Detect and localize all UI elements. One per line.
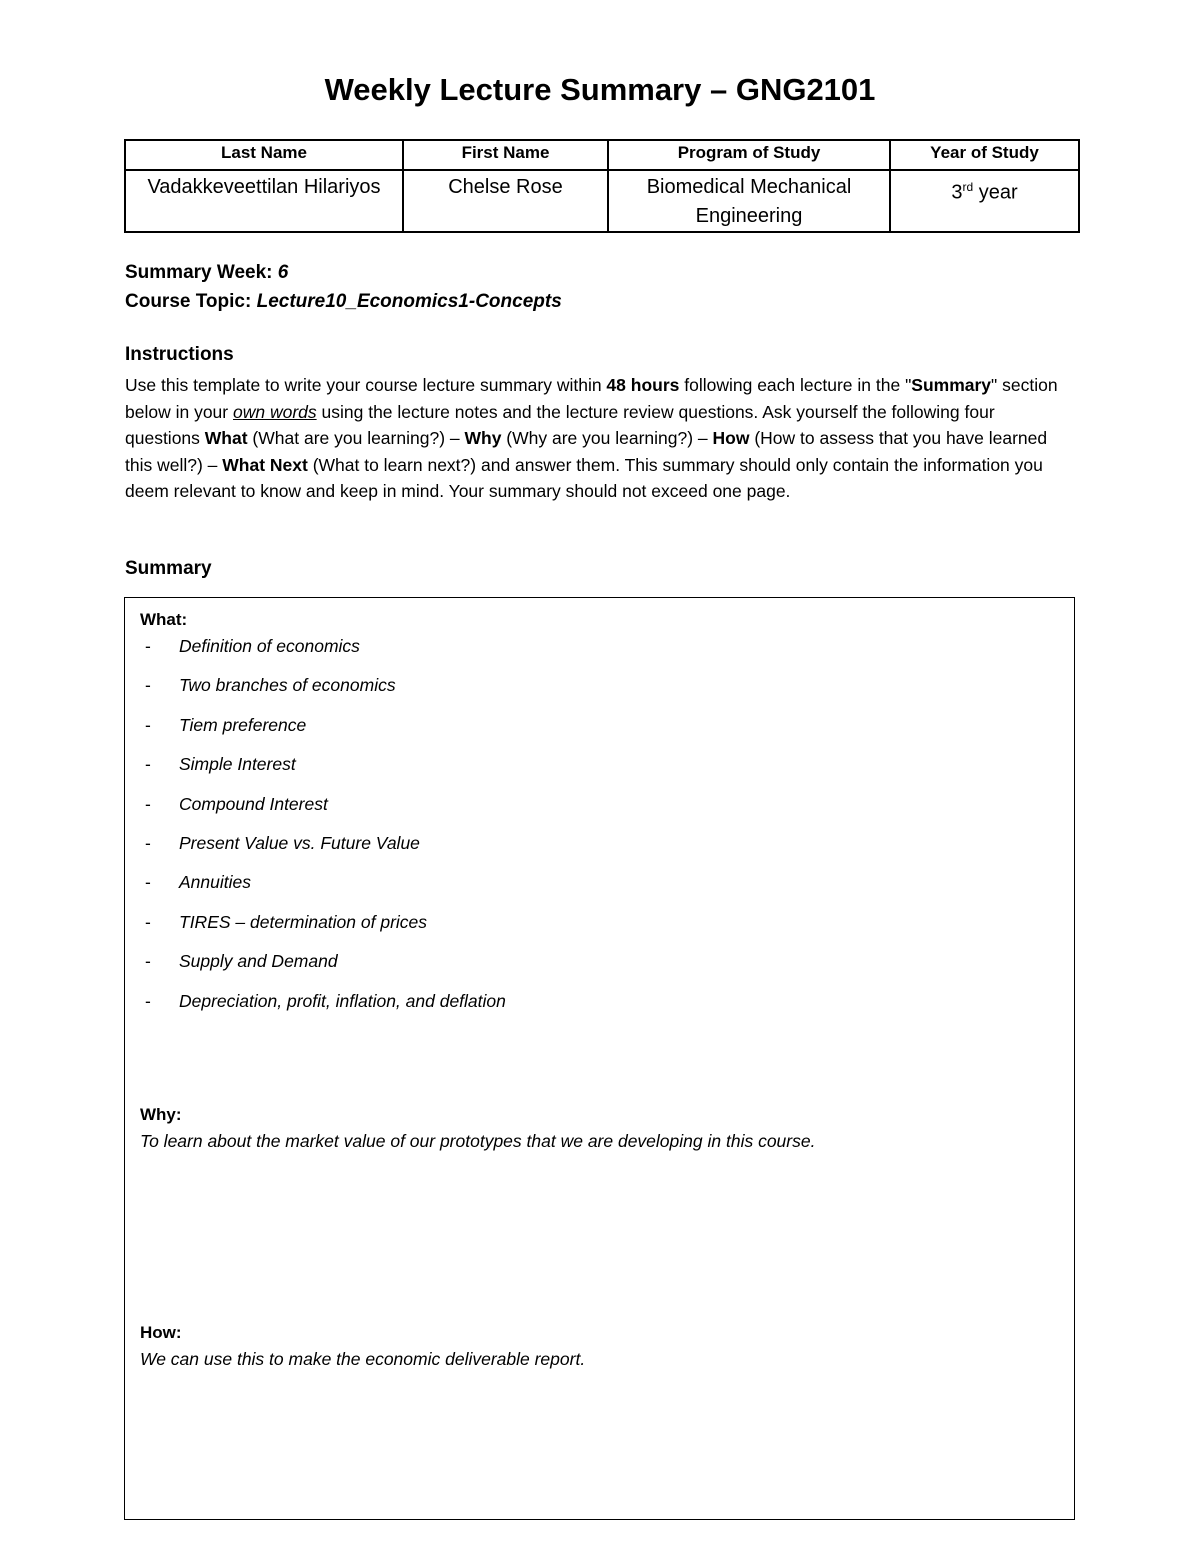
list-item: - Tiem preference (145, 714, 307, 735)
instructions-text: Use this template to write your course lecture summary within 48 hours following each lecture in the "Summary" section below in your own words using the lecture notes and the lecture review questions. Ask yourself the following four questions What (What are you learning?) – Why (Why are you learning?) – How (How to assess that you have learned this well?) – What Next (What to learn next?) and answer them. This summary should only contain the information you deem relevant to know and keep in mind. Your summary should not exceed one page. (125, 375, 1058, 502)
info-value-row (125, 170, 1079, 232)
list-item: - TIRES – determination of prices (145, 911, 428, 932)
what-label: What: (140, 610, 188, 629)
week-label: Summary Week: (125, 262, 278, 283)
list-item: - Simple Interest (145, 754, 296, 775)
week-value: 6 (277, 262, 289, 283)
topic-value: Lecture10_Economics1-Concepts (256, 291, 562, 312)
how-label: How: (140, 1323, 182, 1342)
list-item: - Present Value vs. Future Value (145, 832, 420, 853)
year-word: year (973, 181, 1018, 204)
topic-label: Course Topic: (125, 291, 257, 312)
program-value: Biomedical Mechanical Engineering (608, 170, 890, 232)
header-program: Program of Study (608, 140, 890, 170)
year-value (890, 170, 1079, 232)
why-label: Why: (140, 1105, 182, 1124)
list-item: - Definition of economics (145, 636, 360, 656)
student-info-table (124, 139, 1080, 233)
list-item: - Supply and Demand (145, 951, 338, 972)
header-year: Year of Study (890, 140, 1079, 170)
how-text: We can use this to make the economic deliverable report. (140, 1349, 586, 1369)
list-item: - Depreciation, profit, inflation, and deflation (145, 990, 506, 1011)
header-last-name: Last Name (125, 140, 403, 170)
year-suffix: rd (962, 180, 974, 194)
list-item: - Two branches of economics (145, 675, 396, 696)
info-header-row (125, 140, 1079, 170)
year-number: 3 (951, 181, 963, 204)
first-name-value: Chelse Rose (403, 170, 608, 232)
header-first-name: First Name (403, 140, 608, 170)
summary-heading: Summary (125, 558, 212, 579)
list-item: - Compound Interest (145, 793, 328, 814)
list-item: - Annuities (145, 872, 251, 893)
last-name-value: Vadakkeveettilan Hilariyos (125, 170, 403, 232)
summary-box (124, 597, 1075, 1520)
page-title: Weekly Lecture Summary – GNG2101 (324, 72, 876, 107)
what-list (145, 636, 506, 1030)
summary-meta (125, 258, 562, 316)
why-text: To learn about the market value of our prototypes that we are developing in this course. (140, 1131, 816, 1151)
summary-week (125, 258, 562, 287)
course-topic (125, 287, 562, 316)
instructions-heading: Instructions (125, 344, 234, 365)
